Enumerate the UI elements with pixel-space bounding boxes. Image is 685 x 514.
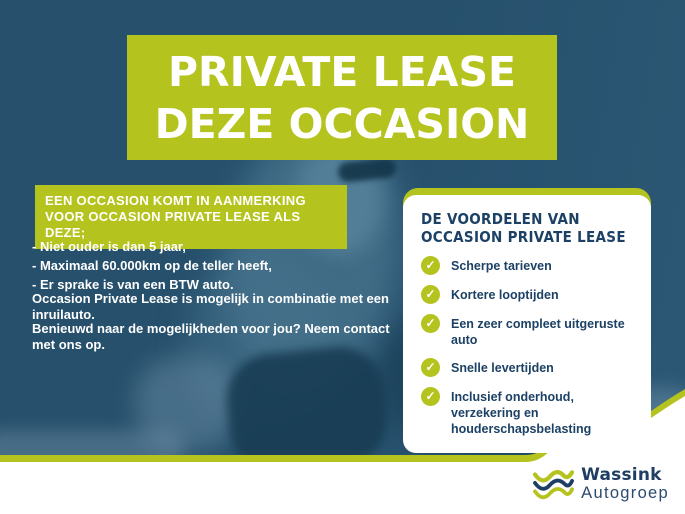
benefit-item [421, 387, 633, 437]
criteria-item: - Er sprake is van een BTW auto. [32, 277, 234, 292]
logo-text [581, 466, 669, 502]
eligibility-heading-line-2: VOOR OCCASION PRIVATE LEASE ALS DEZE; [45, 209, 301, 240]
logo-company-name: Wassink [581, 465, 662, 485]
benefit-item [421, 285, 633, 304]
checkmark-icon: ✓ [421, 285, 440, 304]
benefit-label: Snelle levertijden [451, 361, 554, 375]
benefit-item [421, 256, 633, 275]
eligibility-heading-line-1: EEN OCCASION KOMT IN AANMERKING [45, 193, 306, 208]
criteria-list [32, 237, 392, 294]
benefits-title-line-1: DE VOORDELEN VAN [421, 210, 580, 228]
title-line-2: DEZE OCCASION [154, 99, 530, 148]
benefit-item [421, 358, 633, 377]
checkmark-icon: ✓ [421, 387, 440, 406]
wassink-autogroep-logo [531, 466, 669, 502]
checkmark-icon: ✓ [421, 358, 440, 377]
benefit-label: Kortere looptijden [451, 288, 559, 302]
title-line-1: PRIVATE LEASE [167, 47, 517, 96]
benefit-label: Scherpe tarieven [451, 259, 552, 273]
title-banner [127, 35, 557, 160]
benefits-card-green-frame [403, 188, 651, 453]
benefit-label: Inclusief onderhoud, verzekering en houderschapsbelasting [451, 390, 592, 436]
logo-company-sub: Autogroep [581, 484, 669, 502]
checkmark-icon: ✓ [421, 256, 440, 275]
benefits-title-line-2: OCCASION PRIVATE LEASE [421, 228, 626, 246]
benefits-card [403, 195, 651, 453]
criteria-item: - Niet ouder is dan 5 jaar, [32, 239, 186, 254]
checkmark-icon: ✓ [421, 314, 440, 333]
wassink-wave-logo-icon [531, 466, 575, 502]
benefits-title [421, 210, 633, 246]
contact-note: Benieuwd naar de mogelijkheden voor jou? Neem contact met ons op. [32, 321, 390, 352]
benefit-label: Een zeer compleet uitgeruste auto [451, 317, 625, 347]
trade-in-note: Occasion Private Lease is mogelijk in combinatie met een inruilauto. [32, 291, 389, 322]
criteria-item: - Maximaal 60.000km op de teller heeft, [32, 258, 272, 273]
benefit-item [421, 314, 633, 348]
